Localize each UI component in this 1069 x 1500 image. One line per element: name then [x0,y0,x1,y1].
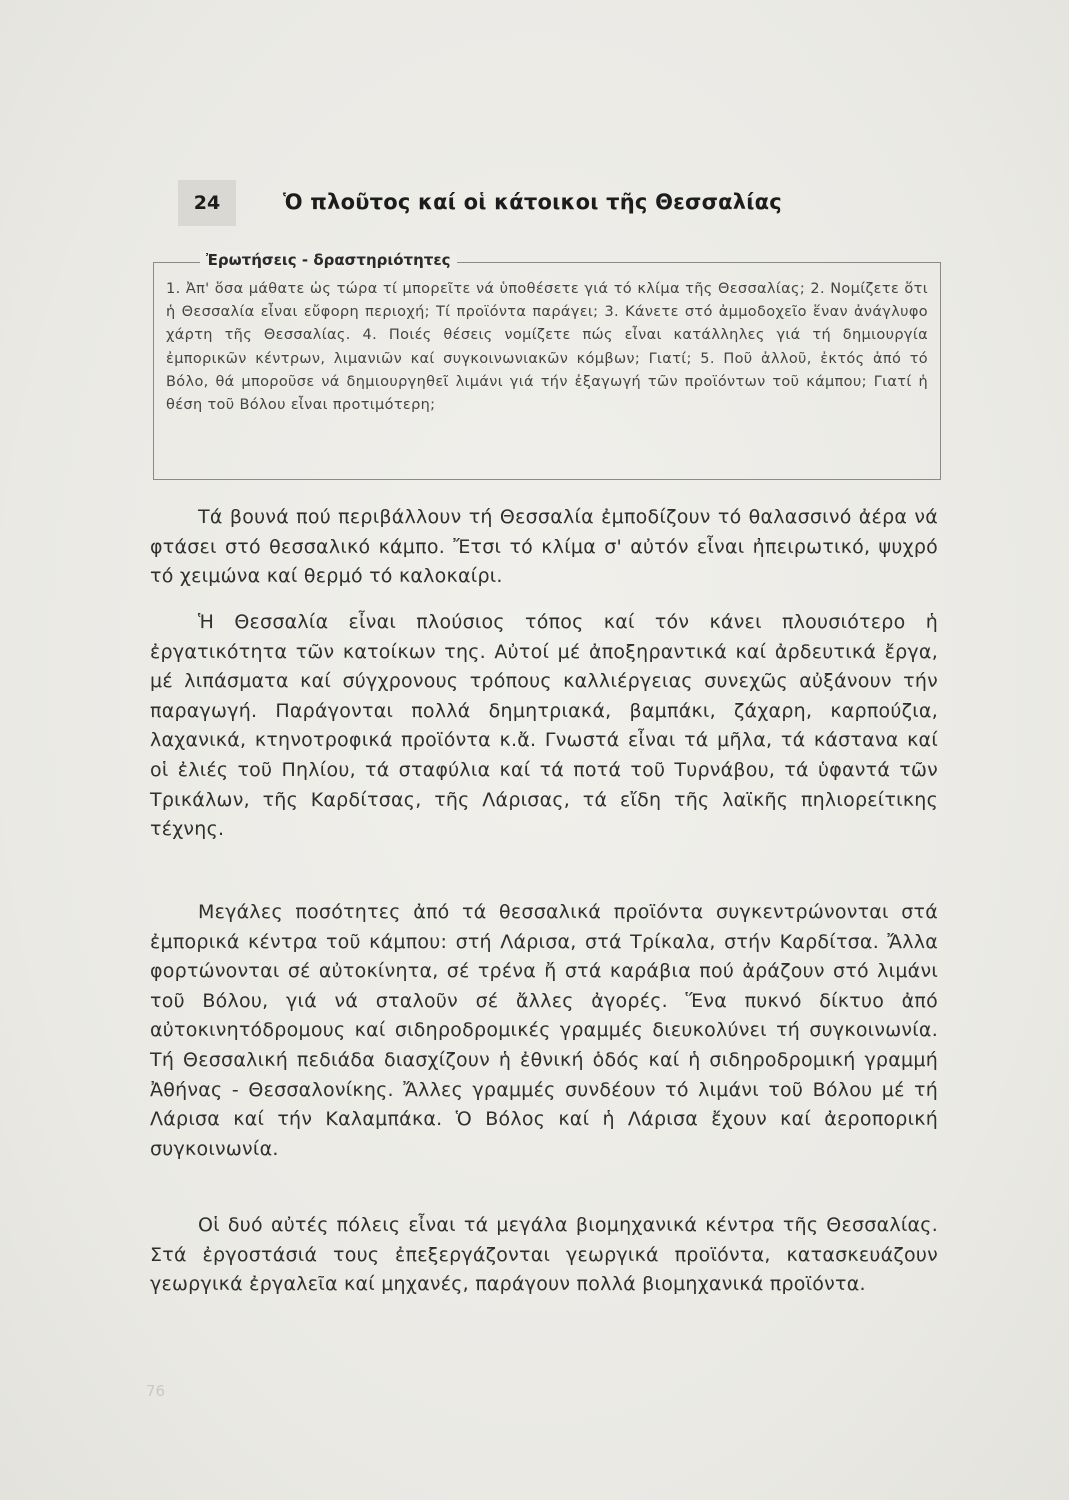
lesson-number: 24 [178,180,236,226]
lesson-title: Ὁ πλοῦτος καί οἱ κάτοικοι τῆς Θεσσαλίας [283,190,782,214]
questions-text: 1. Ἀπ' ὅσα μάθατε ὡς τώρα τί μπορεῖτε νά ὑποθέσετε γιά τό κλίμα τῆς Θεσσαλίας; 2. Νομίζετε ὅτι ἡ Θεσσαλία εἶναι εὔφορη περιοχή; Τί προϊόντα παράγει; 3. Κάνετε στό ἀμμοδοχεῖο ἕναν ἀνάγλυφο χάρτη τῆς Θεσσαλίας. 4. Ποιές θέσεις νομίζετε πώς εἶναι κατάλληλες γιά τή δημιουργία ἐμπορικῶν κέντρων, λιμανιῶν καί συγκοινωνιακῶν κόμβων; Γιατί; 5. Ποῦ ἀλλοῦ, ἐκτός ἀπό τό Βόλο, θά μποροῦσε νά δημιουργηθεῖ λιμάνι γιά τήν ἐξαγωγή τῶν προϊόντων τοῦ κάμπου; Γιατί ἡ θέση τοῦ Βόλου εἶναι προτιμότερη; [166,281,928,414]
page-number: 76 [146,1382,166,1400]
paragraph-wealth: Ἡ Θεσσαλία εἶναι πλούσιος τόπος καί τόν κάνει πλουσιότερο ἡ ἐργατικότητα τῶν κατοίκων της. Αὐτοί μέ ἀποξηραντικά καί ἀρδευτικά ἔργα, μέ λιπάσματα καί σύγχρονους τρόπους καλλιέργειας συνεχῶς αὐξάνουν τήν παραγωγή. Παράγονται πολλά δημητριακά, βαμπάκι, ζάχαρη, καρπούζια, λαχανικά, κτηνοτροφικά προϊόντα κ.ἄ. Γνωστά εἶναι τά μῆλα, τά κάστανα καί οἱ ἐλιές τοῦ Πηλίου, τά σταφύλια καί τά ποτά τοῦ Τυρνάβου, τά ὑφαντά τῶν Τρικάλων, τῆς Καρδίτσας, τῆς Λάρισας, τά εἴδη τῆς λαϊκῆς πηλιορείτικης τέχνης. [150,611,938,841]
questions-heading: Ἐρωτήσεις - δραστηριότητες [200,251,457,269]
paragraph-trade: Μεγάλες ποσότητες ἀπό τά θεσσαλικά προϊόντα συγκεντρώνονται στά ἐμπορικά κέντρα τοῦ κάμπου: στή Λάρισα, στά Τρίκαλα, στήν Καρδίτσα. Ἄλλα φορτώνονται σέ αὐτοκίνητα, σέ τρένα ἤ στά καράβια πού ἀράζουν στό λιμάνι τοῦ Βόλου, γιά νά σταλοῦν σέ ἄλλες ἀγορές. Ἕνα πυκνό δίκτυο ἀπό αὐτοκινητόδρομους καί σιδηροδρομικές γραμμές διευκολύνει τή συγκοινωνία. Τή Θεσσαλική πεδιάδα διασχίζουν ἡ ἐθνική ὁδός καί ἡ σιδηροδρομική γραμμή Ἀθήνας - Θεσσαλονίκης. Ἄλλες γραμμές συνδέουν τό λιμάνι τοῦ Βόλου μέ τή Λάρισα καί τήν Καλαμπάκα. Ὁ Βόλος καί ἡ Λάρισα ἔχουν καί ἀεροπορική συγκοινωνία. [150,901,938,1160]
paragraph-industry: Οἱ δυό αὐτές πόλεις εἶναι τά μεγάλα βιομηχανικά κέντρα τῆς Θεσσαλίας. Στά ἐργοστάσιά τους ἐπεξεργάζονται γεωργικά προϊόντα, κατασκευάζουν γεωργικά ἐργαλεῖα καί μηχανές, παράγουν πολλά βιομηχανικά προϊόντα. [150,1214,938,1296]
paragraph-climate: Τά βουνά πού περιβάλλουν τή Θεσσαλία ἐμποδίζουν τό θαλασσινό ἀέρα νά φτάσει στό θεσσαλικό κάμπο. Ἔτσι τό κλίμα σ' αὐτόν εἶναι ἠπειρωτικό, ψυχρό τό χειμώνα καί θερμό τό καλοκαίρι. [150,506,938,588]
